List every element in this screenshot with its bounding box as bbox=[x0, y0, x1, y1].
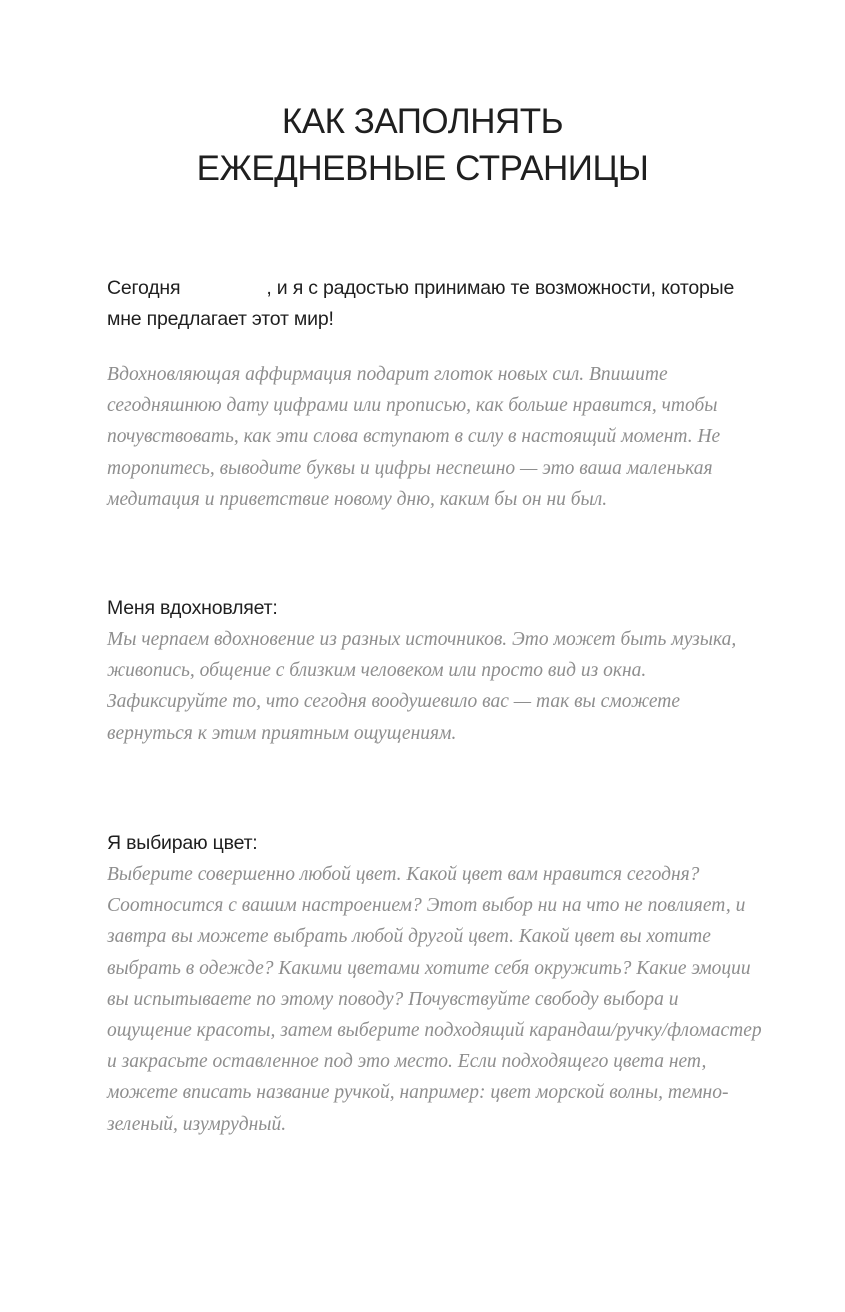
affirmation-description: Вдохновляющая аффирмация подарит глоток новых сил. Впишите сегодняшнюю дату цифрами или прописью, как больше нравится, чтобы почувствовать, как эти слова вступают в силу в настоящий момент. Не торопитесь, выводите буквы и цифры неспешно — это ваша маленькая медитация и приветствие новому дню, каким бы он ни был. bbox=[107, 364, 721, 510]
section-inspiration bbox=[107, 593, 767, 749]
affirmation-heading-start: Сегодня bbox=[107, 277, 181, 299]
page-title bbox=[0, 98, 845, 192]
color-choice-heading: Я выбираю цвет: bbox=[107, 832, 258, 854]
inspiration-description: Мы черпаем вдохновение из разных источников. Это может быть музыка, живопись, общение с близким человеком или просто вид из окна. Зафиксируйте то, что сегодня воодушевило вас — так вы сможете вернуться к этим приятным ощущениям. bbox=[107, 629, 737, 744]
affirmation-heading bbox=[107, 273, 767, 335]
section-color-choice bbox=[107, 828, 767, 1140]
color-choice-description: Выберите совершенно любой цвет. Какой цвет вам нравится сегодня? Соотносится с вашим настроением? Этот выбор ни на что не повлияет, и завтра вы можете выбрать любой другой цвет. Какой цвет вы хотите выбрать в одежде? Какими цветами хотите себя окружить? Какие эмоции вы испытываете по этому поводу? Почувствуйте свободу выбора и ощущение красоты, затем выберите подходящий карандаш/ручку/фломастер и закрасьте оставленное под это место. Если подходящего цвета нет, можете вписать название ручкой, например: цвет морской волны, темно-зеленый, изумрудный. bbox=[107, 864, 762, 1135]
page-title-line-2: ЕЖЕДНЕВНЫЕ СТРАНИЦЫ bbox=[196, 149, 649, 188]
affirmation-heading-end: , и я с радостью принимаю те возможности, которые мне предлагает этот мир! bbox=[107, 277, 735, 330]
page-title-line-1: КАК ЗАПОЛНЯТЬ bbox=[281, 102, 564, 141]
section-affirmation bbox=[107, 273, 767, 515]
inspiration-heading: Меня вдохновляет: bbox=[107, 597, 278, 619]
